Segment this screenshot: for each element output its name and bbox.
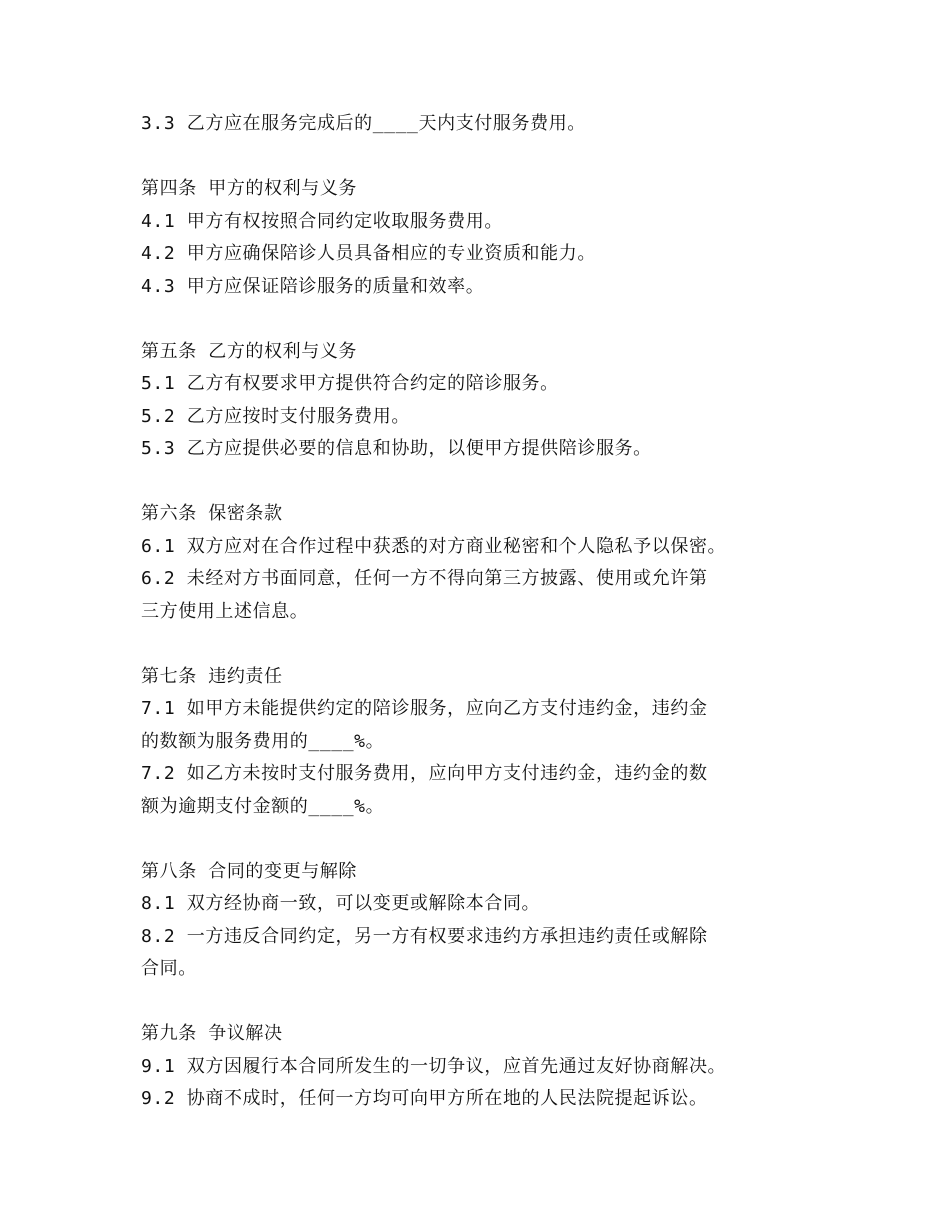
blank-line [141,628,841,661]
clause-7-1: 7.1 如甲方未能提供约定的陪诊服务，应向乙方支付违约金，违约金 [141,698,708,719]
clause-8-2: 8.2 一方违反合同约定，另一方有权要求违约方承担违约责任或解除 [141,925,708,947]
article-9-heading: 第九条 争议解决 [141,1023,283,1044]
clause-7-2: 7.2 如乙方未按时支付服务费用，应向甲方支付违约金，违约金的数 [141,763,708,784]
blank-line [141,141,841,174]
clause-7-1-cont: 的数额为服务费用的____%。 [141,730,385,752]
clause-9-2: 9.2 协商不成时，任何一方均可向甲方所在地的人民法院提起诉讼。 [141,1088,708,1109]
clause-8-1: 8.1 双方经协商一致，可以变更或解除本合同。 [141,893,541,914]
clause-4-1: 4.1 甲方有权按照合同约定收取服务费用。 [141,210,503,232]
clause-4-3: 4.3 甲方应保证陪诊服务的质量和效率。 [141,275,485,297]
clause-6-2-cont: 三方使用上述信息。 [141,600,309,622]
clause-6-2: 6.2 未经对方书面同意，任何一方不得向第三方披露、使用或允许第 [141,568,708,589]
clause-8-2-cont: 合同。 [141,958,197,979]
clause-9-1: 9.1 双方因履行本合同所发生的一切争议，应首先通过友好协商解决。 [141,1055,727,1077]
clause-5-3: 5.3 乙方应提供必要的信息和协助，以便甲方提供陪诊服务。 [141,438,652,459]
article-7-heading: 第七条 违约责任 [141,665,283,687]
clause-5-1: 5.1 乙方有权要求甲方提供符合约定的陪诊服务。 [141,373,559,394]
clause-7-2-cont: 额为逾期支付金额的____%。 [141,795,385,817]
clause-5-2: 5.2 乙方应按时支付服务费用。 [141,405,410,427]
blank-line [141,303,841,336]
article-6-heading: 第六条 保密条款 [141,503,283,524]
article-4-heading: 第四条 甲方的权利与义务 [141,178,358,199]
clause-6-1: 6.1 双方应对在合作过程中获悉的对方商业秘密和个人隐私予以保密。 [141,535,727,557]
blank-line [141,986,841,1019]
article-8-heading: 第八条 合同的变更与解除 [141,860,358,882]
blank-line [141,466,841,499]
clause-4-2: 4.2 甲方应确保陪诊人员具备相应的专业资质和能力。 [141,243,596,264]
blank-line [141,823,841,856]
clause-3-3: 3.3 乙方应在服务完成后的____天内支付服务费用。 [141,113,586,134]
article-5-heading: 第五条 乙方的权利与义务 [141,340,358,362]
document-body [141,108,841,1116]
